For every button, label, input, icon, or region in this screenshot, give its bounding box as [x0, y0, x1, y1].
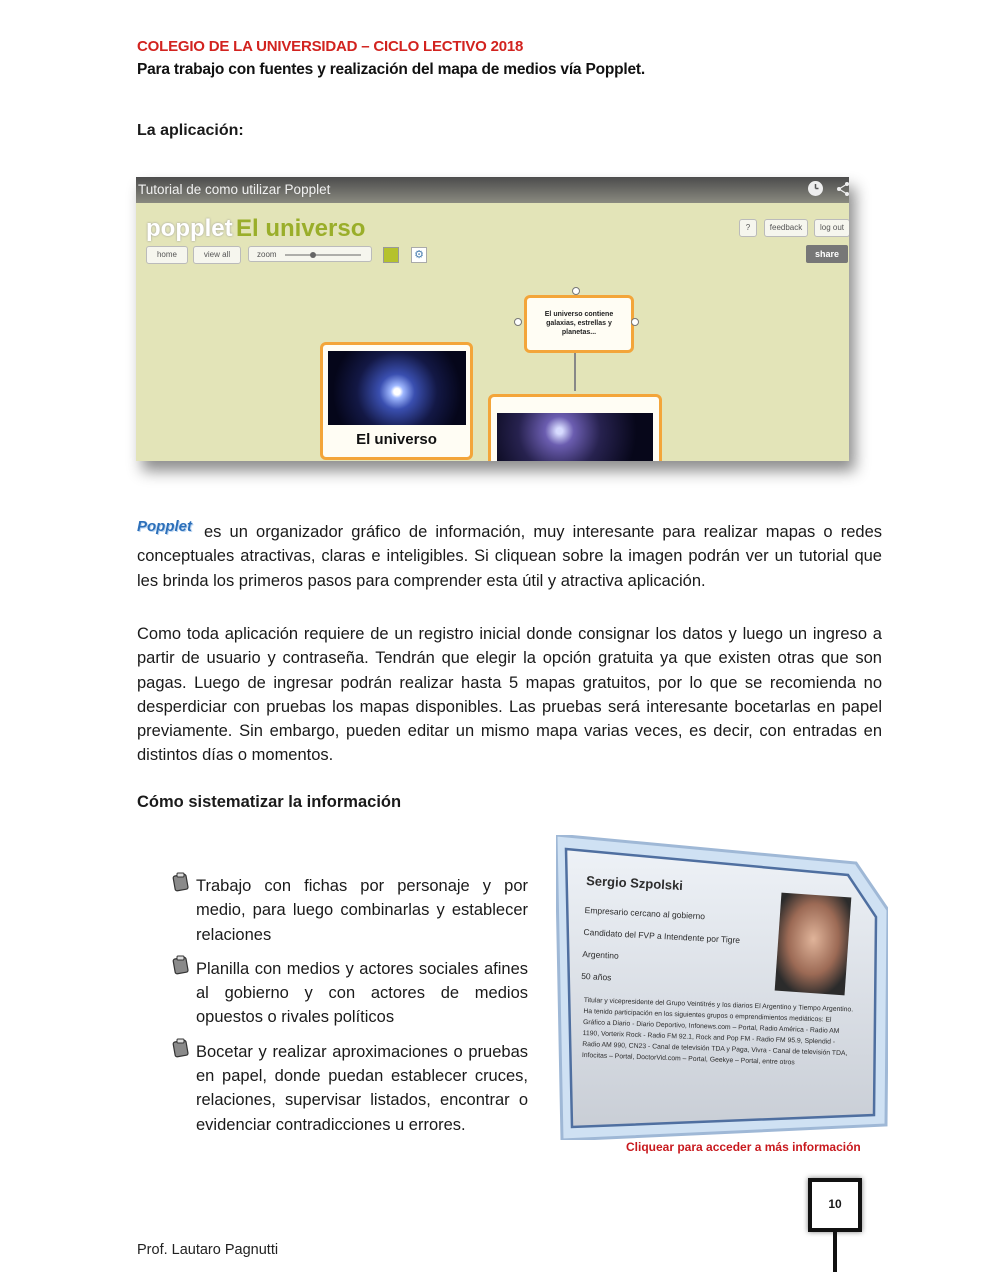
board-title: El universo	[236, 215, 366, 242]
popplet-logo: popplet	[146, 215, 233, 242]
view-all-button[interactable]: view all	[193, 246, 241, 264]
document-subtitle: Para trabajo con fuentes y realización del mapa de medios vía Popplet.	[137, 61, 645, 78]
intro-paragraph: es un organizador gráfico de información, muy interesante para realizar mapas o redes conceptuales atractivas, claras e inteligibles. Si cliquean sobre la imagen podrán ver un tutorial que les brinda los primeros pasos para comprender esta útil y atractiva aplicación.	[137, 523, 882, 590]
connector-dot	[572, 287, 580, 295]
clipboard-icon	[172, 872, 190, 892]
page-number: 10	[828, 1197, 842, 1211]
help-button[interactable]: ?	[739, 219, 757, 237]
profile-bio: Titular y vicepresidente del Grupo Veintitrés y los diarios El Argentino y Tiempo Argentino. Ha tenido participación en los siguientes grupos o emprendimientos mediáticos: El Gráfico a Diario - Diario Deportivo, Infonews.com – Portal, Radio América - Radio AM 1190, Vorterix Rock - Radio FM 92.1, Rock and Pop FM - Radio FM 95.9, Splendid - Radio AM 990, CN23 - Canal de televisión TDA y Paga, Vivra - Canal de televisión TDA, Infocitas – Portal, DoctorVid.com – Portal, Geekye – Portal, entre otros	[581, 996, 854, 1067]
popplet-image-card[interactable]	[488, 394, 662, 461]
more-info-link[interactable]: Cliquear para acceder a más información	[626, 1140, 861, 1154]
profile-photo	[775, 893, 852, 996]
page-number-box	[808, 1178, 862, 1232]
page-number-stand	[833, 1232, 837, 1272]
systematize-heading: Cómo sistematizar la información	[137, 793, 402, 811]
zoom-control[interactable]	[248, 246, 372, 262]
logout-button[interactable]: log out	[814, 219, 849, 237]
space-image	[497, 413, 653, 461]
profile-line: Empresario cercano al gobierno	[584, 904, 706, 922]
profile-card[interactable]	[556, 835, 888, 1140]
popplet-note-card[interactable]	[524, 295, 634, 353]
connector-dot	[631, 318, 639, 326]
clipboard-icon	[172, 1038, 190, 1058]
registration-paragraph: Como toda aplicación requiere de un registro inicial donde consignar los datos y luego un ingreso a partir de usuario y contraseña. Tendrán que elegir la opción gratuita ya que existen otras que son pagas. Luego de ingresar podrán realizar hasta 5 mapas gratuitos, por lo que se recomienda no desperdiciar con pruebas los mapas disponibles. Las pruebas será interesante bocetarlas en papel previamente. Sin embargo, pueden editar un mismo mapa varias veces, es decir, con entradas en distintos días o momentos.	[137, 625, 882, 765]
popplet-inline-logo: Popplet	[137, 518, 192, 535]
color-swatch[interactable]	[383, 247, 399, 263]
clipboard-icon	[172, 955, 190, 975]
feedback-button[interactable]: feedback	[764, 219, 808, 237]
popplet-image-card[interactable]	[320, 342, 473, 460]
list-item: Trabajo con fichas por personaje y por medio, para luego combinarlas y establecer relaciones	[172, 874, 528, 947]
home-button[interactable]: home	[146, 246, 188, 264]
card-title: El universo	[356, 431, 437, 448]
school-header: COLEGIO DE LA UNIVERSIDAD – CICLO LECTIVO 2018	[137, 38, 524, 55]
profile-name: Sergio Szpolski	[585, 873, 684, 894]
share-button[interactable]: share	[806, 245, 848, 263]
app-section-heading: La aplicación:	[137, 122, 244, 139]
author-footer: Prof. Lautaro Pagnutti	[137, 1242, 279, 1258]
bullet-list	[172, 874, 528, 1147]
video-title: Tutorial de como utilizar Popplet	[138, 182, 331, 197]
connector-dot	[514, 318, 522, 326]
list-item: Planilla con medios y actores sociales afines al gobierno y con actores de medios opuestos o rivales políticos	[172, 957, 528, 1030]
galaxy-image	[328, 351, 466, 425]
profile-line: Argentino	[582, 948, 619, 961]
gear-icon[interactable]: ⚙	[411, 247, 427, 263]
profile-line: Candidato del FVP a Intendente por Tigre	[583, 926, 741, 946]
profile-line: 50 años	[580, 970, 612, 983]
connector-line	[574, 349, 576, 391]
tutorial-video[interactable]	[136, 177, 849, 461]
share-icon[interactable]	[836, 181, 849, 201]
note-text: El universo contiene galaxias, estrellas y planetas...	[544, 311, 614, 336]
clock-icon[interactable]	[808, 181, 823, 196]
zoom-label: zoom	[257, 250, 277, 259]
list-item: Bocetar y realizar aproximaciones o pruebas en papel, donde puedan establecer cruces, relaciones, supervisar listados, encontrar o evidenciar contradicciones u errores.	[172, 1040, 528, 1137]
